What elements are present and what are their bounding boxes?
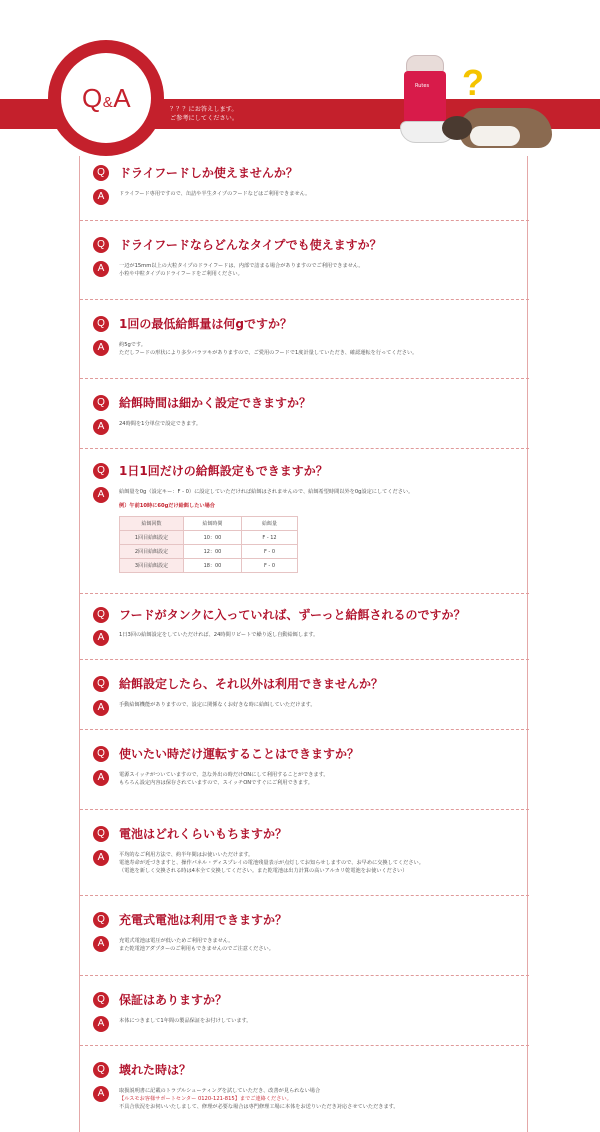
- a-badge-icon: A: [93, 1016, 109, 1032]
- qa-logo: [48, 40, 164, 156]
- faq-answer: 1日3回の給餌設定をしていただければ、24時間リピートで繰り返し自動給餌します。: [119, 632, 319, 638]
- a-badge-icon: A: [93, 770, 109, 786]
- table-row: 2回目給餌設定 12：00 F - 0: [120, 545, 298, 559]
- faq-question: 1回の最低給餌量は何gですか？: [119, 317, 292, 331]
- page-header: [0, 0, 600, 160]
- faq-answer: ドライフード専用ですので、缶詰や半生タイプのフードなどはご利用できません。: [119, 191, 311, 197]
- q-badge-icon: Q: [93, 237, 109, 253]
- faq-item: [80, 379, 529, 449]
- a-badge-icon: A: [93, 261, 109, 277]
- faq-item: [80, 730, 529, 810]
- a-badge-icon: A: [93, 419, 109, 435]
- faq-question: 壊れた時は？: [119, 1063, 192, 1077]
- faq-item: [80, 156, 529, 221]
- faq-item: [80, 449, 529, 594]
- q-badge-icon: Q: [93, 395, 109, 411]
- faq-answer: 給餌量を0g（設定キー：F - 0）に設定していただければ給餌はされませんので、給餌希望時間以外を0g設定にしてください。 例）午前10時に60gだけ給餌したい場合 給餌回数 給餌時間 給餌量 1回目給餌設定 10：00 F - 12 2回目給餌設定 12：00 F - 0 3回目給餌設定 18：00 F - 0: [119, 487, 413, 573]
- question-mark-icon: ?: [462, 62, 484, 103]
- faq-answer: 本体につきまして1年間の製品保証をお付けしています。: [119, 1018, 252, 1024]
- a-badge-icon: A: [93, 487, 109, 503]
- faq-question: 保証はありますか？: [119, 993, 228, 1007]
- faq-item: [80, 300, 529, 379]
- faq-item: [80, 221, 529, 300]
- table-header: 給餌回数: [120, 517, 184, 531]
- a-badge-icon: A: [93, 630, 109, 646]
- faq-question: 電池はどれくらいもちますか？: [119, 827, 288, 841]
- a-badge-icon: A: [93, 700, 109, 716]
- table-row: 3回目給餌設定 18：00 F - 0: [120, 559, 298, 573]
- faq-question: 給餌設定したら、それ以外は利用できませんか？: [119, 677, 384, 691]
- faq-item: [80, 810, 529, 896]
- q-badge-icon: Q: [93, 992, 109, 1008]
- a-badge-icon: A: [93, 340, 109, 356]
- q-badge-icon: Q: [93, 912, 109, 928]
- feeding-settings-table: [119, 516, 298, 573]
- a-badge-icon: A: [93, 850, 109, 866]
- table-row: 1回目給餌設定 10：00 F - 12: [120, 531, 298, 545]
- faq-question: 給餌時間は細かく設定できますか？: [119, 396, 312, 410]
- faq-question: フードがタンクに入っていれば、ずーっと給餌されるのですか？: [119, 608, 466, 622]
- faq-question: 使いたい時だけ運転することはできますか？: [119, 747, 360, 761]
- intro-text: ？？？にお答えします。 ご参考にしてください。: [170, 106, 239, 122]
- faq-item: [80, 660, 529, 730]
- q-badge-icon: Q: [93, 165, 109, 181]
- faq-item: [80, 1046, 529, 1132]
- faq-question: ドライフードならどんなタイプでも使えますか？: [119, 238, 382, 252]
- faq-question: 充電式電池は利用できますか？: [119, 913, 288, 927]
- q-badge-icon: Q: [93, 676, 109, 692]
- q-badge-icon: Q: [93, 463, 109, 479]
- feeder-illustration: Rutes: [400, 55, 460, 147]
- qa-logo-text: Q&A: [81, 82, 131, 113]
- a-badge-icon: A: [93, 1086, 109, 1102]
- support-center-contact: 【ルスモお客様サポートセンター 0120-121-815】までご連絡ください。: [119, 1096, 292, 1102]
- faq-list: [79, 156, 528, 1132]
- faq-item: [80, 976, 529, 1046]
- q-badge-icon: Q: [93, 316, 109, 332]
- q-badge-icon: Q: [93, 746, 109, 762]
- faq-answer: 充電式電池は電圧が低いためご利用できません。 また乾電池アダプターのご利用もできませんのでご注意ください。: [119, 938, 274, 952]
- faq-item: [80, 896, 529, 976]
- faq-question: 1日1回だけの給餌設定もできますか？: [119, 464, 328, 478]
- q-badge-icon: Q: [93, 1062, 109, 1078]
- faq-question: ドライフードしか使えませんか？: [119, 166, 298, 180]
- a-badge-icon: A: [93, 189, 109, 205]
- faq-item: [80, 594, 529, 660]
- q-badge-icon: Q: [93, 826, 109, 842]
- faq-answer: 一辺が15mm以上の大粒タイプのドライフードは、内部で詰まる場合がありますのでご利用できません。 小粒や中粒タイプのドライフードをご利用ください。: [119, 263, 364, 277]
- faq-answer: 電源スイッチがついていますので、急な外出の時だけONにして利用することができます。 もちろん設定内容は保存されていますので、スイッチONですぐにご利用できます。: [119, 772, 329, 786]
- cat-illustration: [440, 100, 558, 154]
- table-header: 給餌量: [242, 517, 298, 531]
- faq-answer: 取扱説明書に記載のトラブルシューティングを試していただき、改善が見られない場合 【ルスモお客様サポートセンター 0120-121-815】までご連絡ください。 不具合状況をお伺いいたしまして、修理が必要な場合は専門修理工場に本体をお送りいただき対応させていただきます。: [119, 1088, 399, 1110]
- faq-answer: 約5gです。 ただしフードの形状により多少バラツキがありますので、ご愛用のフードで1度計量していただき、確認運転を行ってください。: [119, 342, 418, 356]
- faq-answer: 24時間を1分単位で設定できます。: [119, 421, 202, 427]
- faq-answer: 平均的なご利用方法で、約半年間はお使いいただけます。 電池寿命が近づきますと、操作パネル・ディスプレイの電池残量表示が点灯してお知らせしますので、お早めに交換してください。 （電池を新しく交換される時は4本全て交換してください。また乾電池は出力計算の高いアルカリ乾電池をお使いください）: [119, 852, 424, 874]
- q-badge-icon: Q: [93, 607, 109, 623]
- example-label: 例）午前10時に60gだけ給餌したい場合: [119, 503, 215, 509]
- table-header: 給餌時間: [184, 517, 242, 531]
- faq-answer: 手動給餌機能がありますので、設定に関係なくお好きな時に給餌していただけます。: [119, 702, 316, 708]
- a-badge-icon: A: [93, 936, 109, 952]
